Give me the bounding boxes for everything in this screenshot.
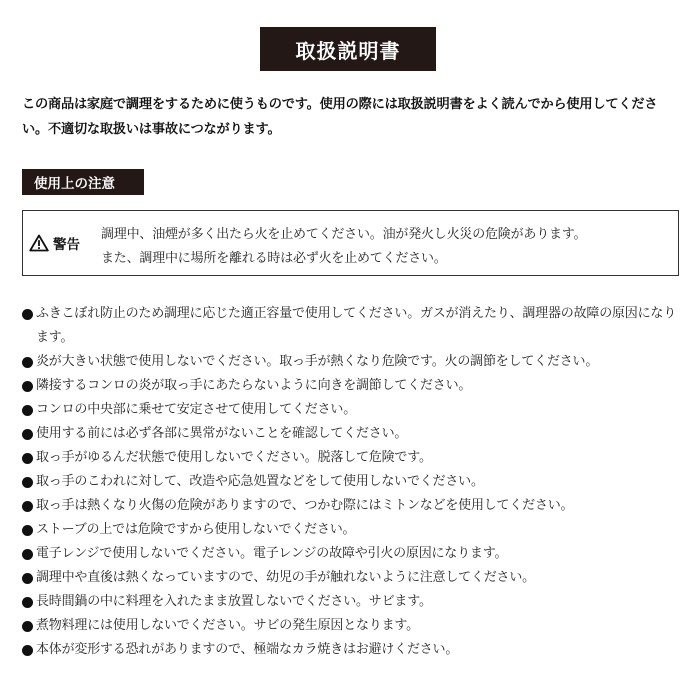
bullet-dot-icon (22, 350, 36, 374)
list-item-text: 調理中や直後は熱くなっていますので、幼児の手が触れないように注意してください。 (36, 570, 535, 585)
bullet-dot-icon (22, 470, 36, 494)
list-item (22, 518, 682, 542)
bullet-dot-icon (22, 638, 36, 662)
list-item (22, 398, 682, 422)
bullet-dot-icon (22, 374, 36, 398)
list-item-text: 取っ手のこわれに対して、改造や応急処置などをして使用しないでください。 (36, 474, 484, 489)
list-item-text: コンロの中央部に乗せて安定させて使用してください。 (36, 402, 357, 417)
precautions-list (22, 302, 682, 662)
list-item (22, 350, 682, 374)
list-item (22, 302, 682, 350)
list-item-text: 取っ手がゆるんだ状態で使用しないでください。脱落して危険です。 (36, 450, 432, 465)
bullet-dot-icon (22, 446, 36, 470)
warning-label: 警告 (53, 237, 80, 253)
warning-header (29, 233, 80, 253)
bullet-dot-icon (22, 422, 36, 446)
list-item-text: 使用する前には必ず各部に異常がないことを確認してください。 (36, 426, 408, 441)
page-title: 取扱説明書 (260, 27, 436, 71)
list-item (22, 542, 682, 566)
list-item (22, 446, 682, 470)
warning-triangle-icon (29, 234, 49, 252)
warning-text (101, 223, 671, 271)
list-item (22, 374, 682, 398)
bullet-dot-icon (22, 590, 36, 614)
list-item (22, 470, 682, 494)
bullet-dot-icon (22, 398, 36, 422)
list-item-text: 取っ手は熱くなり火傷の危険がありますので、つかむ際にはミトンなどを使用してください。 (36, 498, 574, 513)
list-item-text: 電子レンジで使用しないでください。電子レンジの故障や引火の原因になります。 (36, 546, 508, 561)
bullet-dot-icon (22, 566, 36, 590)
list-item (22, 590, 682, 614)
list-item-text: 煮物料理には使用しないでください。サビの発生原因となります。 (36, 618, 419, 633)
list-item (22, 422, 682, 446)
bullet-dot-icon (22, 542, 36, 566)
list-item (22, 638, 682, 662)
intro-paragraph: この商品は家庭で調理をするために使うものです。使用の際には取扱説明書をよく読んでから使用してください。不適切な取扱いは事故につながります。 (22, 97, 658, 137)
warning-box (22, 210, 679, 276)
bullet-dot-icon (22, 518, 36, 542)
list-item-text: 本体が変形する恐れがありますので、極端なカラ焼きはお避けください。 (36, 642, 459, 657)
bullet-dot-icon (22, 614, 36, 638)
list-item-text: 長時間鍋の中に料理を入れたまま放置しないでください。サビます。 (36, 594, 432, 609)
section-label: 使用上の注意 (22, 169, 144, 195)
list-item-text: 炎が大きい状態で使用しないでください。取っ手が熱くなり危険です。火の調節をしてください。 (36, 354, 599, 369)
list-item (22, 614, 682, 638)
list-item-text: ふきこぼれ防止のため調理に応じた適正容量で使用してください。ガスが消えたり、調理器の故障の原因になります。 (36, 306, 677, 345)
warning-line: 調理中、油煙が多く出たら火を止めてください。油が発火し火災の危険があります。 (101, 227, 587, 242)
list-item-text: 隣接するコンロの炎が取っ手にあたらないように向きを調節してください。 (36, 378, 472, 393)
list-item (22, 494, 682, 518)
bullet-dot-icon (22, 302, 36, 326)
bullet-dot-icon (22, 494, 36, 518)
list-item (22, 566, 682, 590)
warning-line: また、調理中に場所を離れる時は必ず火を止めてください。 (101, 251, 447, 266)
list-item-text: ストーブの上では危険ですから使用しないでください。 (36, 522, 356, 537)
